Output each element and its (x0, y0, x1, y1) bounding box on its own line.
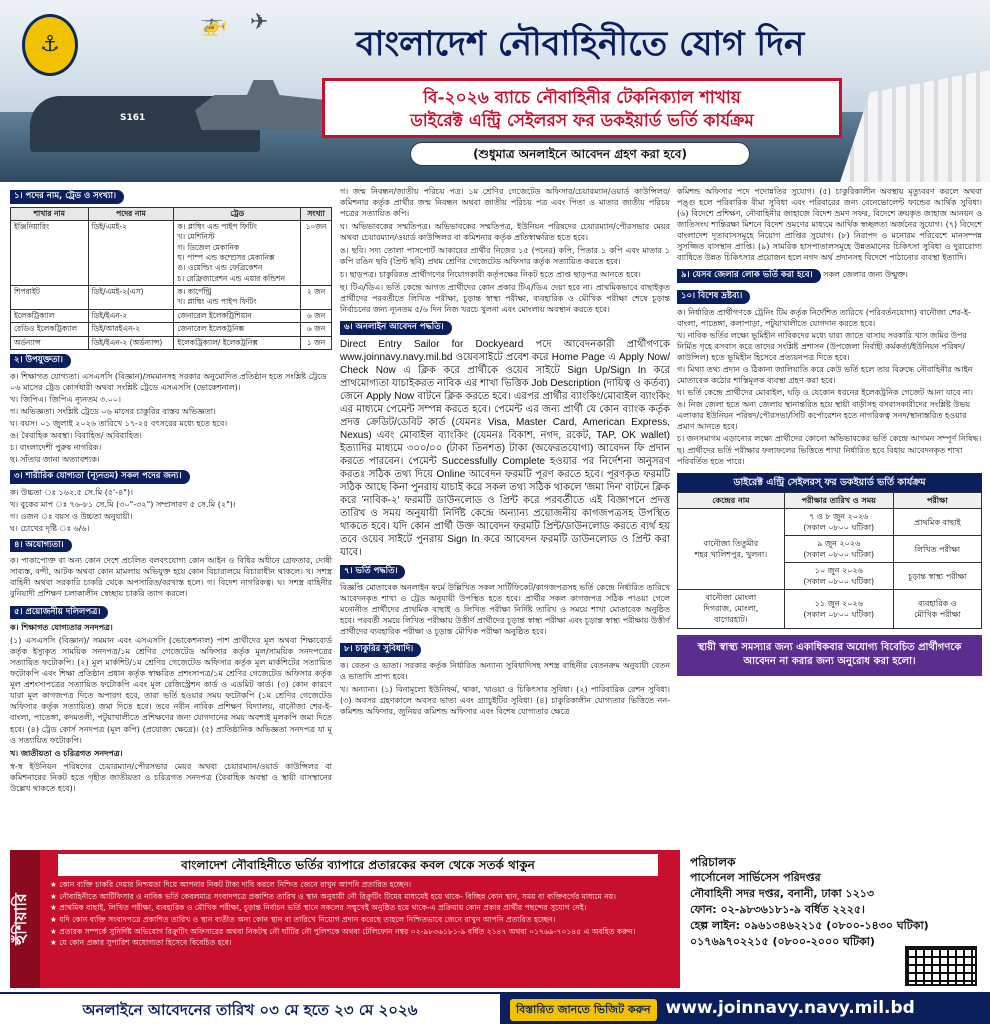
section-9-heading: ৯। যেসব জেলার লোক ভর্তি করা হবে। (677, 269, 821, 283)
column-3 (677, 186, 982, 676)
table-cell: ডিই/আরইএন-২ (88, 323, 174, 336)
qr-code-icon[interactable] (905, 946, 977, 986)
table-cell: জেনারেল ইলেকট্রিশিয়ান (174, 309, 301, 322)
list-item: খ। জিপিএ। জিপিএ ন্যূনতম ৩.০০। (10, 394, 121, 404)
warship-image (195, 80, 325, 130)
navy-logo-icon: ⚓ (22, 14, 78, 76)
table-cell: রেডিও ইলেকট্রিক্যাল (11, 323, 89, 336)
admission-process-text: বিজ্ঞপ্তি মোতাবেক অনলাইন ফর্মে উল্লিখিত সকল সার্টিফিকেট/কাগজপত্রসহ ভর্তি কেন্দ্রে নির্ধারিত তারিখে আবেদনকৃত শাখা ও ট্রেড অনুযায়ী উপস্থিত হতে হবে। প্রার্থীর সকল কাগজপত্র সঠিক পাওয়া গেলে মনোনীত প্রার্থীদের প্রাথমিক বাছাই ও লিখিত পরীক্ষা নির্দিষ্ট তারিখ ও সময়ে শাখা মোতাবেক অনুষ্ঠিত হবে। পরবর্তী সময়ে লিখিত পরীক্ষায় উত্তীর্ণ প্রার্থীদের চূড়ান্ত স্বাস্থ্য পরীক্ষা এবং চূড়ান্ত স্বাস্থ্য পরীক্ষায় উত্তীর্ণ প্রার্থীদের ব্যবহারিক পরীক্ষা ও চূড়ান্ত মৌখিক পরীক্ষা অনুষ্ঠিত হবে। (340, 582, 670, 636)
section-2-heading: ২। উপযুক্ততা। (10, 354, 71, 368)
table-cell: শিপরাইট (11, 286, 89, 310)
table-cell: ইলেকট্রিক্যাল/ ইলেকট্রনিক্স (174, 336, 301, 349)
table-cell: ইলেকট্রিক্যাল (11, 309, 89, 322)
table-cell: ২ জন (301, 286, 332, 310)
warning-item: ★ কোন ব্যক্তি চাকরি দেয়ার নিশ্চয়তা দিয়ে আপনার নিকট টাকা দাবি করলে নিশ্চিত জেনে রাখুন আপনি প্রতারিত হচ্ছেন। (50, 880, 412, 889)
list-item: চ। জনসমাগম এড়ানোর লক্ষ্যে প্রার্থীদের কোনো অভিভাবকের ভর্তি কেন্দ্রে আগমন সম্পূর্ণ নিষিদ্ধ। (677, 434, 982, 443)
banner (0, 0, 990, 182)
guardian-consent-text: ঘ। অভিভাবকের সম্মতিপত্র। অভিভাবকের সম্মতিপত্র, ইউনিয়ন পরিষদের চেয়ারম্যান/পৌরসভার মেয়র অথবা চেয়ারম্যান/ওয়ার্ড কাউন্সিলর বা কমিশনার কর্তৃক প্রতিস্বাক্ষরিত হতে হবে। (340, 222, 670, 243)
table-header: সংখ্যা (301, 207, 332, 220)
warning-items (50, 880, 674, 950)
districts-text: সকল জেলার জন্য উন্মুক্ত। (823, 270, 908, 280)
online-only-note: (শুধুমাত্র অনলাইনে আবেদন গ্রহণ করা হবে) (410, 142, 750, 166)
aircraft-icon: ✈ (250, 10, 269, 35)
list-item: ক। উচ্চতা ঃ ১৬২.৫ সে.মি (৫'-৪")। (10, 487, 133, 497)
fraud-warning-box (10, 850, 680, 988)
section-4-heading: ৪। অযোগ্যতা। (10, 539, 72, 553)
birth-nid-text: গ। জন্ম নিবন্ধন/জাতীয় পরিচয় পত্র। ১ম শ্রেণির গেজেটেড অফিসার/চেয়ারম্যান/ওয়ার্ড কাউন্সিলর/কমিশনার কর্তৃক প্রার্থীর জন্ম নিবন্ধন অথবা জাতীয় পরিচয় পত্র এবং পিতা ও মাতার জাতীয় পরিচয় পত্রের সত্যায়িত কপি। (340, 187, 670, 219)
table-cell: ডিই/এমই-২ (88, 221, 174, 286)
exam-date-cell: ১০ জুন ২০২৬ (সকাল ০৮০০ ঘটিকা) (784, 563, 893, 590)
table-cell: ৬ জন (301, 323, 332, 336)
warning-item: ★ প্রতারক সম্পর্কে সুনির্দিষ্ট অভিযোগ রিক্রুটিং অফিসারের অথবা নিকটস্থ নৌ ঘাঁটির নৌ পুলিশকে অথবা টেলিফোন নম্বর ০২-৯৮৩৬১৮১-৯ বর্ধিত ২১৪৭ অথবা ০১৭৬৯-৭০১৪৫ এ অবহিত করুন। (50, 926, 636, 936)
contact-block (690, 854, 990, 950)
table-cell: ডিই/ইএন-২ (88, 309, 174, 322)
photo-text: ঙ। ছবি। সদ্য তোলা পাসপোর্ট আকারের প্রার্থীর নিজের ১৫ (পনের) কপি, পিতার ১ কপি এবং মাতার ১ কপি রঙিন ছবি (প্রিন্ট ছবি) প্রথম শ্রেণির গেজেটেড অফিসার কর্তৃক সত্যায়িত করতে হবে। (340, 246, 670, 267)
table-header: পরীক্ষার তারিখ ও সময় (784, 493, 893, 509)
documents-text-b: স্ব-স্ব ইউনিয়ন পরিষদের চেয়ারম্যান/পৌরসভার মেয়র অথবা চেয়ারম্যান/ওয়ার্ড কাউন্সিলর বা কমিশনারের নিকট হতে গৃহীত জাতীয়তা ও চরিত্রগত সনদপত্র (বৈবাহিক অবস্থা ও স্থায়ী বাসস্থানের উল্লেখ থাকতে হবে)। (10, 761, 332, 793)
table-cell: ডিই/ইএন-২ (অর্ডন্যান্স) (88, 336, 174, 349)
table-cell: ক। প্লাম্বিং এন্ড পাইপ ফিটিং খ। মেশিনিস্ট গ। ডিজেল মেকানিক ঘ। পাম্প এন্ড কম্প্রেসর মেকানিক্স ঙ। ওয়েল্ডিং এন্ড ফেব্রিকেশন চ। রেফ্রিজারেশন এন্ড এয়ার কন্ডিশন (174, 221, 301, 286)
warning-title: বাংলাদেশ নৌবাহিনীতে ভর্তির ব্যাপারে প্রতারকের কবল থেকে সতর্ক থাকুন (58, 854, 658, 876)
visit-bar (500, 992, 990, 1024)
other-benefits-text: খ। অন্যান্য। (১) বিনামূল্যে ইউনিফর্ম, থাকা, খাওয়া ও চিকিৎসার সুবিধা। (২) পারিবারিক রেশন সুবিধা। (৩) অবসর গ্রহণকালে অবসর ভাতা এবং গ্র্যাচুইটির সুবিধা। (৪) চাকুরিকালীন যোগ্যতার ভিত্তিতে নন-কমিশন্ড অফিসার, জুনিয়র কমিশন্ড অফিসার এবং বিশেষ যোগ্যতার ক্ষেত্রে (340, 684, 670, 716)
section-8-heading: ৮। চাকুরির সুবিধাদি। (340, 643, 421, 657)
warning-item: ★ যদি কোন ব্যক্তি সংবাদপত্রে প্রকাশিত তারিখ ও স্থান ব্যতীত অন্য কোন স্থান বা তারিখে নিয়োগ প্রদান করেছে তাহলে নিশ্চিতভাবে জেনে রাখুন আপনি প্রতারিত হচ্ছেন। (50, 914, 556, 924)
table-header: শাখার নাম (11, 207, 89, 220)
list-item: ঙ। বৈবাহিক অবস্থা। বিবাহিত/ অবিবাহিত। (10, 430, 142, 440)
list-item: ছ। প্রার্থীদের ভর্তি পরীক্ষার ফলাফলের ভিত্তিতে শাখা নির্ধারিত হবে বিধায় আবেদনকৃত শাখা পরিবর্তিত হতে পারে। (677, 446, 963, 467)
health-notice: স্থায়ী স্বাস্থ্য সমস্যার জন্য একাধিকবার অযোগ্য বিবেচিত প্রার্থীগণকে আবেদন না করার জন্য অনুরোধ করা হলো। (677, 635, 982, 676)
salary-text: ক। বেতন ও ভাতা। সরকার কর্তৃক নির্ধারিত অন্যান্য সুবিধাদিসহ সশস্ত্র বাহিনীর বেতনক্রম অনুযায়ী বেতন ও ভাতাদি প্রাপ্য হবে। (340, 660, 670, 681)
table-cell: ডিই/এমই-২(এস) (88, 286, 174, 310)
subtitle-line1: বি-২০২৬ ব্যাচে নৌবাহিনীর টেকনিক্যাল শাখায় (423, 88, 741, 108)
page-title: বাংলাদেশ নৌবাহিনীতে যোগ দিন (355, 24, 805, 64)
list-item: ক। শিক্ষাগত যোগ্যতা। এসএসসি (বিজ্ঞান)/সমমানসহ সরকার অনুমোদিত প্রতিষ্ঠান হতে সংশ্লিষ্ট ট্রেডে ০৬ মাসের ট্রেড কোর্সধারী অথবা সংশ্লিষ্ট ট্রেডে এসএসসি (ভোকেশনাল)। (10, 371, 327, 392)
helicopter-icon: 🚁 (200, 12, 228, 37)
trade-table (10, 207, 332, 350)
warning-item: ★ যে কোন প্রকার সুপারিশ অযোগ্যতা হিসেবে বিবেচিত হবে। (50, 938, 232, 948)
list-item: ঙ। নিজ জেলা হতে অন্য জেলায় স্থানান্তরিত হয়ে স্থায়ী বাড়ীসহ বসবাসকারীদের সংশ্লিষ্ট উভয় এলাকার ইউনিয়ন পরিষদ/পৌরসভা/সিটি কর্পোরেশন হতে নাগরিকত্ব সনদ/স্থানান্তরিত হওয়ার প্রমাণ আনতে হবে। (677, 399, 971, 431)
table-row (11, 286, 332, 310)
table-row (678, 590, 982, 628)
section-6-heading: ৬। অনলাইন আবেদন পদ্ধতি। (340, 321, 452, 335)
list-item: খ। বুকের মাপ ঃ ৭৬-৮১ সে.মি (৩০"-৩২") সম্প্রসারণ ৫ সে.মি (২")। (10, 499, 236, 509)
exam-type-cell: চূড়ান্ত স্বাস্থ্য পরীক্ষা (893, 563, 981, 590)
list-item: ঘ। ভর্তি কেন্দ্রে প্রার্থীদের মোবাইল, ঘড়ি ও যেকোন ধরনের ইলেকট্রনিক গেজেট আনা যাবে না। (677, 387, 974, 397)
benefits-continued-text: কমিশন্ড অফিসার পদে পদোন্নতির সুযোগ। (৫) চাকুরিকালীন অবস্থায় মৃত্যুবরণ করলে অথবা পঙ্গু হলে পরিবারিক বীমা সুবিধা এবং পরিবারের জন্য বেনেভোলেন্ট ফান্ডের আর্থিক সুবিধা। (৬) বিদেশে প্রশিক্ষণ, নৌবাহিনীর জাহাজে বিদেশ ভ্রমণ সফর, বিদেশে ক্রয়কৃত জাহাজ আনয়ন ও জাতিসংঘ শান্তিরক্ষা মিশনে বিদেশ ভ্রমণের মাধ্যমে আর্থিক স্বচ্ছলতা অর্জনের সুযোগ। (৭) বিদেশে বাংলাদেশ দূতাবাসসমূহে নিয়োগ প্রাপ্তির সুযোগ। (৮) নিরাপদ ও মনোরম পরিবেশে মানসম্পন্ন সুসজ্জিত বাসস্থান প্রাপ্তি। (৯) সামরিক হাসপাতালসমূহে উন্নতমানের চিকিৎসা সুবিধা ও দুরারোগ্য ব্যাধিতে উন্নত চিকিৎসার প্রয়োজন হলে নগদ অর্থ প্রদানসহ বিদেশে পাঠানোর ব্যবস্থা ইত্যাদি। (677, 187, 982, 263)
contact-phone: ফোন: ০২-৯৮৩৬১৮১-৯ বর্ধিত ২২২৫। (690, 903, 865, 917)
list-item: গ। অভিজ্ঞতা। সংশ্লিষ্ট ট্রেডে ০৬ মাসের চাকুরির বাস্তব অভিজ্ঞতা। (10, 406, 216, 416)
subtitle-line2: ডাইরেক্ট এন্ট্রি সেইলরস ফর ডকইয়ার্ড ভর্তি কার্যক্রম (410, 110, 754, 131)
documents-sub-a: ক। শিক্ষাগত যোগ্যতার সনদপত্র। (10, 623, 113, 633)
eligibility-list (10, 371, 332, 465)
exam-type-cell: প্রাথমিক বাছাই (893, 509, 981, 536)
visit-label: বিস্তারিত জানতে ভিজিট করুন (510, 999, 657, 1021)
exam-type-cell: ব্যবহারিক ও মৌখিক পরীক্ষা (893, 590, 981, 628)
trade-table-body (11, 221, 332, 350)
sailors-image (840, 70, 990, 182)
exam-type-cell: লিখিত পরীক্ষা (893, 536, 981, 563)
warning-item: ★ প্রাথমিক বাছাই, লিখিত পরীক্ষা, ব্যবহারিক ও মৌখিক পরীক্ষা, চূড়ান্ত নির্বাচন ভর্তি স্থানে সকলের সম্মুখেই অনুষ্ঠিত হয়ে থাকে-এ প্রক্রিয়ায় কোন প্রকার প্রার্থীর পছন্দের সুযোগ নেই। (50, 903, 587, 913)
exam-center-cell: বানৌজা মোংলা দিগরাজ, মোংলা, বাগেরহাট। (678, 590, 785, 628)
list-item: খ। নাবিক ভর্তির লক্ষ্যে ভূমিহীন নাবিকদের মধ্যে যারা জাতে বাসায় সরকারি খাস জমির উপর নির্মিত গৃহে বসবাস করে তাদের সংশ্লিষ্ট প্রশাসন (উপজেলা নির্বাহী কর্মকর্তা/ইউনিয়ন পরিষদ/কাউন্সিল) হতে ভূমিহীন হিসেবে প্রত্যয়নপত্র দিতে হবে। (677, 330, 967, 362)
exam-schedule-title: ডাইরেক্ট এন্ট্রি সেইলরস্ ফর ডকইয়ার্ড ভর্তি কার্যক্রম (677, 473, 982, 492)
table-row (11, 336, 332, 349)
table-header: পরীক্ষা (893, 493, 981, 509)
column-2 (340, 186, 670, 719)
exam-schedule-table (677, 492, 982, 628)
website-link[interactable]: www.joinnavy.navy.mil.bd (665, 998, 915, 1018)
exam-date-cell: ৭ ও ৮ জুন ২০২৬ (সকাল ০৮০০ ঘটিকা) (784, 509, 893, 536)
section-3-heading: ৩। শারীরিক যোগ্যতা (ন্যূনতম) সকল পদের জন্য। (10, 470, 190, 484)
exam-date-cell: ১১ জুন ২০২৬ (সকাল ০৮০০ ঘটিকা) (784, 590, 893, 628)
table-cell: ৬ জন (301, 309, 332, 322)
table-header: ট্রেড (174, 207, 301, 220)
contact-address: নৌবাহিনী সদর দপ্তর, বনানী, ঢাকা ১২১৩ (690, 887, 875, 901)
table-row (678, 509, 982, 536)
column-1 (10, 186, 332, 796)
table-cell: জেনারেল ইলেকট্রনিক্স (174, 323, 301, 336)
online-application-text: Direct Entry Sailor for Dockyeard পদে আবেদনকারী প্রার্থীগণকে www.joinnavy.navy.mil.bd ওয়েবসাইটে প্রবেশ করে Home Page এ Apply Now/ Check Now এ ক্লিক করে প্রার্থীকে ওয়েব সাইটে Sign Up/Sign In করে প্রাথমোগ্যতা যাচাইকরত নাবিক এর শাখা ভিত্তিক Job Description (দায়িত্ব ও কর্তব্য) জেনে Apply Now বাটনে ক্লিক করতে হবে। এরপর প্রার্থীর ব্যাংকিং/মোবাইল ব্যাংকিং এর মাধ্যমে পেমেন্ট সম্পন্ন করতে হবে। পেমেন্ট এর জন্য প্রার্থী যে কোন ব্যাংক কর্তৃক প্রদত্ত ক্রেডিট/ডেবিট কার্ড (যেমনঃ Visa, Master Card, American Express, Nexus) এবং মোবাইল ব্যাংকিং (যেমনঃ বিকাশ, নগদ, রকেট, TAP, OK wallet) ইত্যাদির মাধ্যমে ৩০০/০০ (টাকা তিনশত) টাকা (অফেরতযোগ্য) আবেদন ফি প্রদান করতে পারবেন। পেমেন্ট Successfully Complete হওয়ার পর নির্দেশনা অনুসরণ করতঃ সঠিক তথ্য দিয়ে Online আবেদন ফরমটি পূরণ করতে হবে। পূরণকৃত ফরমটি সঠিক আছে কিনা পুনরায় যাচাই করে সকল তথ্য সঠিক থাকলে 'জমা দিন' বাটনে ক্লিক করে 'নাবিক-২' ফরমটি ডাউনলোড ও প্রিন্ট করে পরবর্তীতে এই বিজ্ঞাপনে প্রদত্ত তারিখ ও সময় অনুযায়ী নির্দিষ্ট কেন্দ্রে অন্যান্য প্রয়োজনীয় কাগজপত্রসহ উপস্থিত থাকতে হবে। যদি কোন প্রার্থী উক্ত আবেদন ফরমটি প্রিন্ট/ডাউনলোড করতে ব্যর্থ হয় তবে ওয়েব সাইটে পুনরায় Sign In করে আবেদন ফরমটি ডাউনলোড ও প্রিন্ট করা যাবে। (340, 339, 670, 559)
ta-da-text: ছ। টিএ/ডিএ। ভর্তি কেন্দ্রে আগত প্রার্থীদের কোন প্রকার টিএ/ডিএ দেয়া হবে না। প্রাথমিকভাবে বাছাইকৃত প্রার্থীদের পরবর্তীতে লিখিত পরীক্ষা, চূড়ান্ত স্বাস্থ্য পরীক্ষা, ব্যবহারিক ও মৌখিক পরীক্ষা শেষে চূড়ান্ত নির্বাচনের জন্য ন্যূনতম ৫/৬ দিন নিজ খরচে খুলনা এবং মোংলায় অবস্থান করতে হবে। (340, 283, 670, 315)
exam-center-cell: বানৌজা তিতুমীর শহর খালিশপুর, খুলনা। (678, 509, 785, 590)
list-item: গ। মিথ্যা তথ্য প্রদান ও ঠিকানা জালিয়াতি করে কেউ ভর্তি হলে তার বিরুদ্ধে নৌবাহিনীর আইন মোতাবেক কঠোর শাস্তিমূলক ব্যবস্থা গ্রহণ করা হবে। (677, 364, 973, 385)
section-1-heading: ১। পদের নাম, ট্রেড ও সংখ্যা। (10, 190, 124, 204)
special-notes-list (677, 307, 982, 467)
submarine-label: S161 (120, 113, 146, 123)
table-cell: অর্ডন্যান্স (11, 336, 89, 349)
subtitle-box (322, 78, 842, 138)
disqualification-text: ক। পাকাপোক্ত বা অন্য কোন দেশে প্রচলিত বলবৎযোগ্য কোন আইন ও বিধির অধীনে গ্রেফতার, দোষী সাব্যস্ত, বন্দী, আটক অথবা কোন মামলায় অভিযুক্ত হয়ে কোন বিচারালয়ে বিচারাধীন থাকলে। খ। সশস্ত্র বাহিনী অথবা সরকারি চাকরি থেকে অপসারিত/বরখাস্ত হলে। গ। বিদেশ নাগরিকত্ব। ঘ। সশস্ত্র বাহিনীর বুনিয়াদী প্রশিক্ষণ চলাকালীন স্বেচ্ছায় চাকরি ত্যাগ করলে। (10, 556, 332, 599)
application-date: অনলাইনে আবেদনের তারিখ ০৩ মে হতে ২৩ মে ২০২৬ (0, 992, 500, 1024)
exam-date-cell: ৯ জুন ২০২৬ (সকাল ০৮০০ ঘটিকা) (784, 536, 893, 563)
table-row (11, 323, 332, 336)
section-10-heading: ১০। বিশেষ দ্রষ্টব্য। (677, 290, 750, 304)
contact-helpline-2: ০১৭৬৯৭০২২১৫ (০৮০০-২০০০ ঘটিকা) (690, 934, 875, 948)
list-item: চ। বাংলাদেশী পুরুষ নাগরিক। (10, 442, 102, 452)
list-item: ঘ। চোখের দৃষ্টি ঃ ৬/৬। (10, 523, 90, 533)
physical-list (10, 487, 332, 534)
table-header: কেন্দ্রের নাম (678, 493, 785, 509)
table-cell: ১০জন (301, 221, 332, 286)
contact-title: পরিচালক (690, 855, 736, 869)
documents-text-a: (১) এসএসসি (বিজ্ঞান)/ সমমান এবং এসএসসি (ভোকেশনাল) পাশ প্রার্থীদের মূল অথবা শিক্ষাবোর্ড কর্তৃক ইস্যুকৃত সাময়িক সনদপত্র/১ম শ্রেণির গেজেটেড অফিসার কর্তৃক মূল/সাময়িক সনদপত্রের সত্যায়িত ফটোকপি। (২) মূল মার্কশিট/১ম শ্রেণির গেজেটেড অফিসার কর্তৃক মূল মার্কশিটের সত্যায়িত ফটোকপি এবং শিক্ষা প্রতিষ্ঠান প্রধান কর্তৃক স্বাক্ষরিত প্রশংসাপত্র/১ম শ্রেণির গেজেটেড অফিসার কর্তৃক মূল প্রশংসাপত্রের সত্যায়িত ফটোকপি এবং মূল রেজিস্ট্রেশন কার্ড ও এডমিট কার্ড। (৩) কোন কারণে যারা মূল কাগজপত্র দিতে অপারগ হবে, তারা ভর্তি হওয়ার সময় ফটোকপি (১ম শ্রেণির গেজেটেড অফিসার কর্তৃক সত্যায়িত) জমা দিতে হবে। তবে নবীন নাবিক প্রশিক্ষণ বিদ্যালয়, বানৌজা শের-ই-বাংলা, পাতেঙ্গা, কদমতলী, পটুয়াখালীতে প্রশিক্ষণের জন্য যোগদানের সময় অবশ্যই মূলকপি জমা দিতে হবে। (৪) ট্রেড কোর্স সনদপত্র (মূল কপি) (প্রযোজ্য ক্ষেত্রে)। (৫) প্রাতিষ্ঠানিক অভিজ্ঞতা সনদপত্র যা মূ ও সত্যায়িত ফটোকপি। (10, 636, 332, 745)
table-row (11, 221, 332, 286)
table-row (11, 309, 332, 322)
section-5-heading: ৫। প্রয়োজনীয় দলিলপত্র। (10, 606, 108, 620)
list-item: ছ। সাঁতার জানা অত্যাবশ্যক। (10, 454, 100, 464)
list-item: ঘ। বয়স। ০১ জুলাই ২০২৬ তারিখে ১৭-২৫ বৎসরের মধ্যে হতে হবে। (10, 418, 228, 428)
contact-helpline-1: হেল্প লাইন: ০৯৬১৩৪৬২২১৫ (০৮০০-১৪৩০ ঘটিকা) (690, 919, 929, 932)
section-7-heading: ৭। ভর্তি পদ্ধতি। (340, 565, 405, 579)
warning-item: ★ নৌবাহিনীতে আর্টিফিসার ও নাবিক ভর্তি কেবলমাত্র সংবাদপত্রে প্রকাশিত তারিখ ও স্থান অনুযায়ী নৌ রিক্রুটিং টিমের মাধ্যমেই হয়ে থাকে- বিচ্ছিন্ন কোন স্থান, সময় বা ব্যক্তিবর্গের মাধ্যমে নয়। (50, 891, 616, 901)
bottom-bar (0, 992, 990, 1024)
documents-sub-b: খ। জাতীয়তা ও চরিত্রগত সনদপত্র। (10, 748, 123, 758)
table-cell: ক। কার্পেন্ট্রি খ। প্লাম্বিং এন্ড পাইপ ফিটিং (174, 286, 301, 310)
table-cell: ১ জন (301, 336, 332, 349)
table-cell: ইঞ্জিনিয়ারিং (11, 221, 89, 286)
list-item: ক। নির্ধারিত প্রার্থীগণকে ট্রেনিং টিম কর্তৃক নির্দেশিত তারিখে (পরিবর্তনযোগ্য) বানৌজা শের-ই-বাংলা, পাতেঙ্গা, কলাপাড়া, পটুয়াখালীতে যোগদান করতে হবে। (677, 307, 971, 328)
warning-side-label: হুঁশিয়ারি (10, 850, 40, 988)
release-text: চ। ছাড়পত্র। চাকুরিরত প্রার্থীগণের নিয়োগকারী কর্তৃপক্ষের নিকট হতে প্রাপ্ত ছাড়পত্র আনতে হবে। (340, 270, 641, 280)
list-item: গ। ওজন ঃ বয়স ও উচ্চতা অনুযায়ী। (10, 511, 133, 521)
contact-office: পার্সোনেল সার্ভিসেস পরিদপ্তর (690, 871, 821, 885)
table-header: পদের নাম (88, 207, 174, 220)
